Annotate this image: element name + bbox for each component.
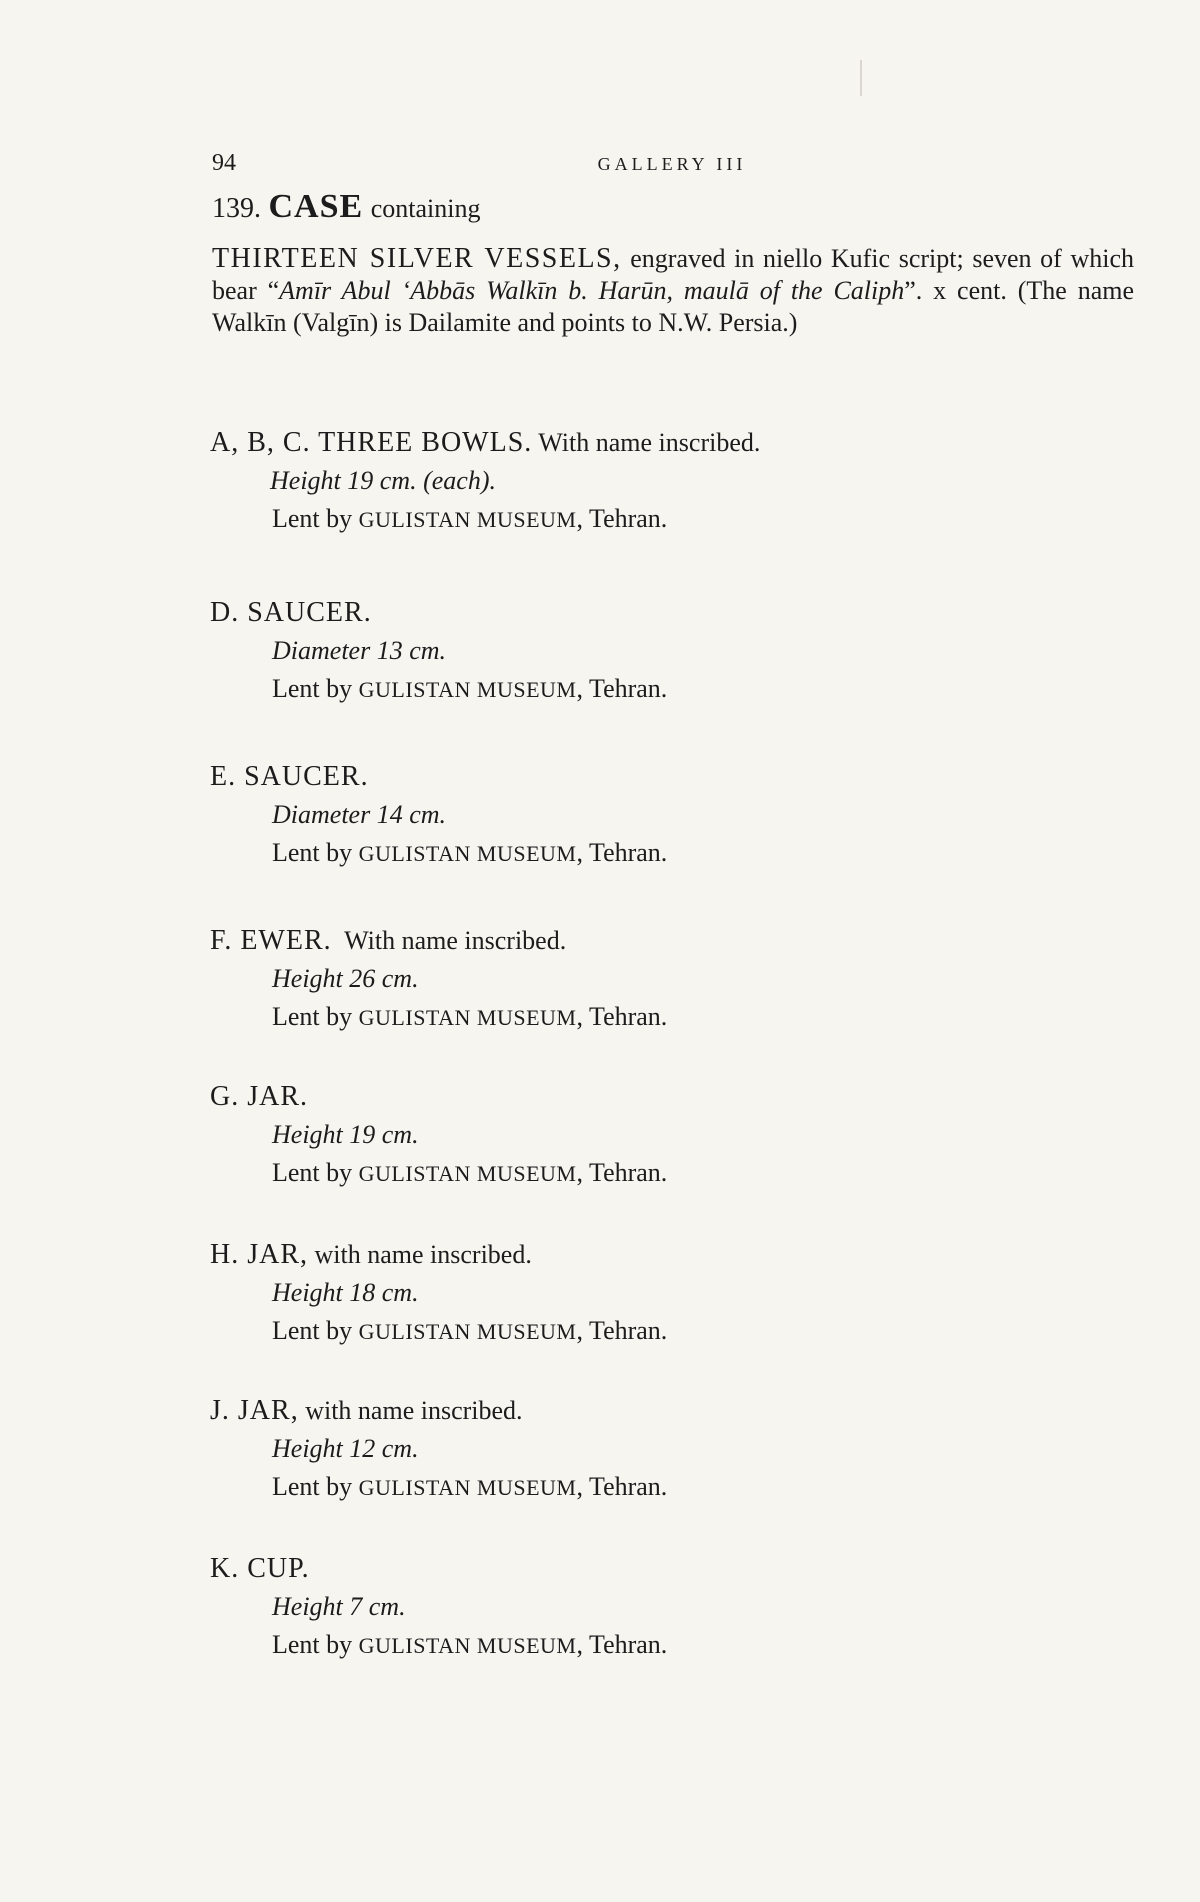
entry-heading — [210, 1236, 667, 1274]
case-description — [212, 243, 1134, 339]
entry-heading — [210, 922, 667, 960]
lender-place: , Tehran. — [576, 1630, 668, 1659]
lender-place: , Tehran. — [576, 1472, 668, 1501]
lent-prefix: Lent by — [272, 838, 359, 867]
entry-note: With name inscribed. — [532, 428, 761, 457]
case-suffix: containing — [370, 194, 481, 223]
lent-prefix: Lent by — [272, 504, 359, 533]
entry-j-jar — [210, 1392, 667, 1506]
lender-place: , Tehran. — [576, 674, 668, 703]
entry-label: G. JAR. — [210, 1081, 309, 1112]
case-title: CASE — [268, 188, 364, 225]
case-number: 139. — [212, 193, 261, 224]
lender-place: , Tehran. — [576, 1158, 668, 1187]
entry-measure: Diameter 14 cm. — [272, 800, 447, 829]
intro-text-2: ”. x cent. (The name Walkīn (Valgīn) is Dailamite and points to N.W. Persia.) — [212, 276, 1134, 337]
entry-label: A, B, C. THREE BOWLS. — [210, 427, 533, 458]
entry-measure: Height 19 cm. — [272, 1120, 419, 1149]
entry-abc-three-bowls — [210, 424, 1130, 538]
page-mark — [860, 60, 862, 96]
intro-text-1: engraved in niello Kufic script; seven of which bear “ — [212, 244, 1134, 305]
entry-label: K. CUP. — [210, 1553, 310, 1584]
entry-heading — [210, 594, 667, 632]
intro-title: THIRTEEN SILVER VESSELS, — [212, 243, 622, 274]
lender-name: GULISTAN MUSEUM — [358, 507, 577, 532]
intro-inscription: Amīr Abul ‘Abbās Walkīn b. Harūn, maulā of the Caliph — [279, 276, 905, 305]
entry-lender — [210, 1468, 667, 1506]
entry-list — [210, 424, 1130, 1659]
entry-measure: Height 12 cm. — [272, 1434, 419, 1463]
entry-note: With name inscribed. — [331, 926, 567, 955]
lender-name: GULISTAN MUSEUM — [358, 1319, 577, 1344]
lender-name: GULISTAN MUSEUM — [358, 841, 577, 866]
entry-label: J. JAR, — [210, 1395, 299, 1426]
entry-d-saucer — [210, 594, 667, 708]
lender-name: GULISTAN MUSEUM — [358, 1475, 577, 1500]
entry-lender — [210, 500, 1130, 538]
entry-label: H. JAR, — [210, 1239, 309, 1270]
entry-heading — [210, 1392, 667, 1430]
entry-lender — [210, 670, 667, 708]
lender-name: GULISTAN MUSEUM — [358, 1005, 577, 1030]
entry-lender — [210, 1154, 667, 1192]
page-number: 94 — [212, 150, 236, 176]
entry-f-ewer — [210, 922, 667, 1036]
entry-lender — [210, 834, 667, 872]
lender-place: , Tehran. — [576, 838, 668, 867]
lent-prefix: Lent by — [272, 674, 359, 703]
entry-note: with name inscribed. — [308, 1240, 532, 1269]
entry-measure: Height 26 cm. — [272, 964, 419, 993]
entry-measure: Height 18 cm. — [272, 1278, 419, 1307]
lender-name: GULISTAN MUSEUM — [358, 677, 577, 702]
case-heading — [212, 188, 480, 226]
lent-prefix: Lent by — [272, 1158, 359, 1187]
lender-place: , Tehran. — [576, 1316, 668, 1345]
entry-k-cup — [210, 1550, 667, 1664]
entry-heading — [210, 758, 667, 796]
lender-name: GULISTAN MUSEUM — [358, 1161, 577, 1186]
entry-lender — [210, 1626, 667, 1664]
running-title: GALLERY III — [597, 154, 747, 174]
entry-g-jar — [210, 1078, 667, 1192]
lent-prefix: Lent by — [272, 1472, 359, 1501]
lender-place: , Tehran. — [576, 504, 668, 533]
entry-lender — [210, 998, 667, 1036]
entry-lender — [210, 1312, 667, 1350]
entry-measure: Height 19 cm. (each). — [270, 466, 496, 495]
entry-label: D. SAUCER. — [210, 597, 372, 628]
lent-prefix: Lent by — [272, 1630, 359, 1659]
lender-place: , Tehran. — [576, 1002, 668, 1031]
entry-measure: Height 7 cm. — [272, 1592, 406, 1621]
entry-heading — [210, 1078, 667, 1116]
entry-heading — [210, 1550, 667, 1588]
entry-e-saucer — [210, 758, 667, 872]
lender-name: GULISTAN MUSEUM — [358, 1633, 577, 1658]
entry-label: E. SAUCER. — [210, 761, 369, 792]
lent-prefix: Lent by — [272, 1316, 359, 1345]
lent-prefix: Lent by — [272, 1002, 359, 1031]
entry-h-jar — [210, 1236, 667, 1350]
entry-note: with name inscribed. — [298, 1396, 523, 1425]
entry-label: F. EWER. — [210, 925, 332, 956]
entry-measure: Diameter 13 cm. — [272, 636, 447, 665]
entry-heading — [210, 424, 1130, 462]
